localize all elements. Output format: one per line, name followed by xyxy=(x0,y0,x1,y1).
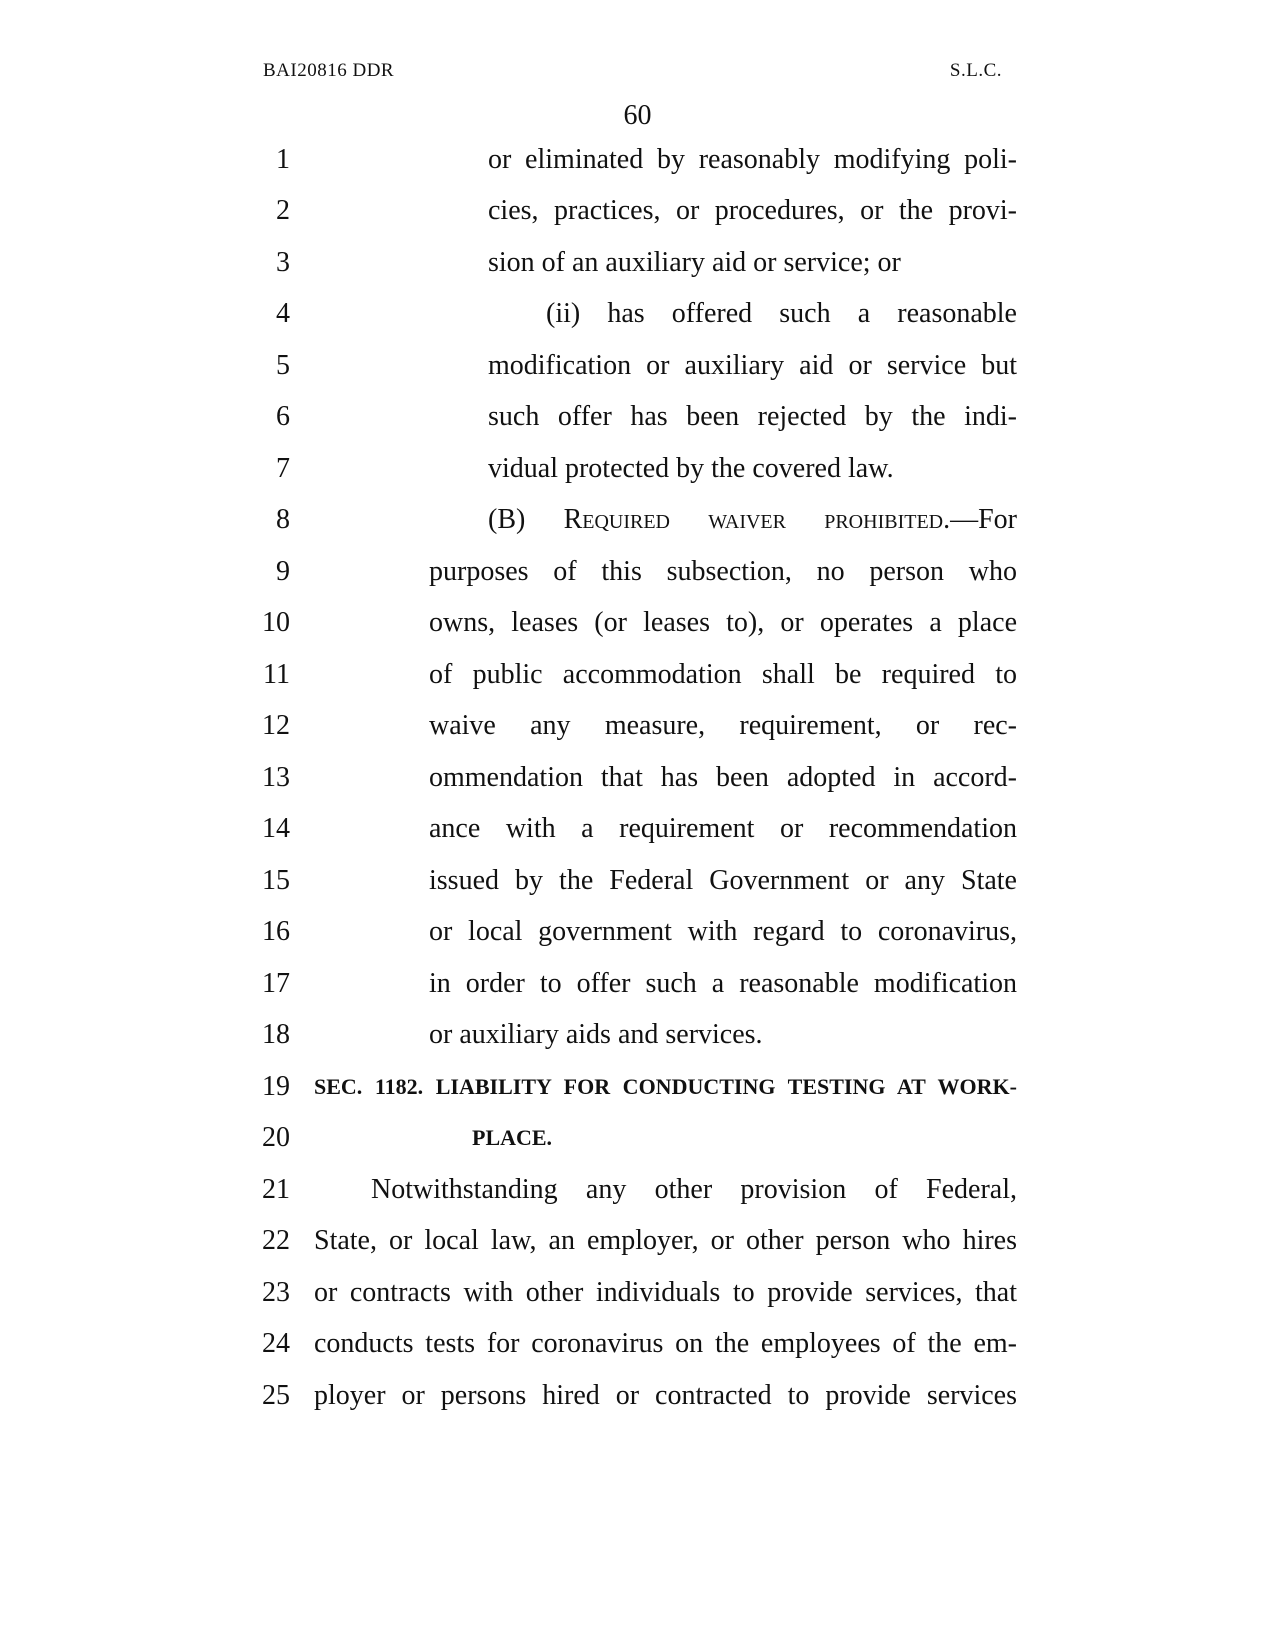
subparagraph-heading xyxy=(488,500,1017,540)
line-text: (ii) has offered such a reasonable xyxy=(546,298,1017,329)
line-text: waive any measure, requirement, or rec- xyxy=(429,710,1017,741)
line-number: 16 xyxy=(262,916,290,947)
document-line xyxy=(0,552,1275,592)
document-line xyxy=(0,706,1275,746)
line-number: 12 xyxy=(262,710,290,741)
line-number: 25 xyxy=(262,1380,290,1411)
line-text: vidual protected by the covered law. xyxy=(488,453,894,484)
line-number: 4 xyxy=(276,298,290,329)
line-number: 24 xyxy=(262,1328,290,1359)
line-text: ommendation that has been adopted in accord- xyxy=(429,762,1017,793)
document-line xyxy=(0,140,1275,180)
document-line xyxy=(0,1221,1275,1261)
line-number: 10 xyxy=(262,607,290,638)
document-line xyxy=(0,1376,1275,1416)
document-line xyxy=(0,603,1275,643)
document-line xyxy=(0,758,1275,798)
document-line xyxy=(0,500,1275,540)
document-line xyxy=(0,1170,1275,1210)
document-line xyxy=(0,1273,1275,1313)
line-number: 18 xyxy=(262,1019,290,1050)
line-text: purposes of this subsection, no person who xyxy=(429,556,1017,587)
line-number: 6 xyxy=(276,401,290,432)
document-line xyxy=(0,809,1275,849)
line-text: ance with a requirement or recommendation xyxy=(429,813,1017,844)
page-number: 60 xyxy=(623,100,652,131)
line-text: cies, practices, or procedures, or the provi- xyxy=(488,195,1017,226)
line-number: 1 xyxy=(276,144,290,175)
document-line xyxy=(0,191,1275,231)
line-number: 21 xyxy=(262,1174,290,1205)
line-number: 7 xyxy=(276,453,290,484)
line-number: 20 xyxy=(262,1122,290,1153)
document-line xyxy=(0,655,1275,695)
document-line xyxy=(0,294,1275,334)
line-text: ployer or persons hired or contracted to provide services xyxy=(314,1380,1017,1411)
line-text: or auxiliary aids and services. xyxy=(429,1019,763,1050)
line-text: or contracts with other individuals to provide services, that xyxy=(314,1277,1017,1308)
line-text: owns, leases (or leases to), or operates a place xyxy=(429,607,1017,638)
subparagraph-lead-text: —For xyxy=(950,504,1018,535)
document-id: BAI20816 DDR xyxy=(263,60,395,81)
line-number: 19 xyxy=(262,1071,290,1102)
document-line xyxy=(0,346,1275,386)
line-number: 22 xyxy=(262,1225,290,1256)
document-line xyxy=(0,861,1275,901)
subparagraph-title: Required waiver prohibited. xyxy=(563,504,951,535)
document-line xyxy=(0,1015,1275,1055)
document-line xyxy=(0,1324,1275,1364)
line-text: State, or local law, an employer, or other person who hires xyxy=(314,1225,1017,1256)
office-code: S.L.C. xyxy=(949,60,1002,81)
section-heading-continuation: PLACE. xyxy=(472,1125,553,1150)
section-heading: SEC. 1182. LIABILITY FOR CONDUCTING TESTING AT WORK- xyxy=(314,1074,1017,1099)
line-number: 3 xyxy=(276,247,290,278)
line-number: 17 xyxy=(262,968,290,999)
line-number: 9 xyxy=(276,556,290,587)
line-text: Notwithstanding any other provision of Federal, xyxy=(371,1174,1017,1205)
line-text: modification or auxiliary aid or service but xyxy=(488,350,1017,381)
line-text: or local government with regard to coronavirus, xyxy=(429,916,1017,947)
line-number: 8 xyxy=(276,504,290,535)
line-number: 23 xyxy=(262,1277,290,1308)
line-number: 14 xyxy=(262,813,290,844)
line-text: issued by the Federal Government or any State xyxy=(429,865,1017,896)
document-line xyxy=(0,1067,1275,1107)
line-text: sion of an auxiliary aid or service; or xyxy=(488,247,901,278)
subparagraph-designator: (B) xyxy=(488,504,564,535)
document-line xyxy=(0,964,1275,1004)
document-line xyxy=(0,397,1275,437)
document-line xyxy=(0,1118,1275,1158)
line-text: in order to offer such a reasonable modification xyxy=(429,968,1017,999)
line-text: of public accommodation shall be required to xyxy=(429,659,1017,690)
document-line xyxy=(0,243,1275,283)
line-text: conducts tests for coronavirus on the employees of the em- xyxy=(314,1328,1017,1359)
line-text: such offer has been rejected by the indi- xyxy=(488,401,1017,432)
document-line xyxy=(0,449,1275,489)
line-number: 15 xyxy=(262,865,290,896)
line-number: 2 xyxy=(276,195,290,226)
line-number: 5 xyxy=(276,350,290,381)
line-text: or eliminated by reasonably modifying poli- xyxy=(488,144,1017,175)
document-line xyxy=(0,912,1275,952)
line-number: 13 xyxy=(262,762,290,793)
line-number: 11 xyxy=(263,659,290,690)
